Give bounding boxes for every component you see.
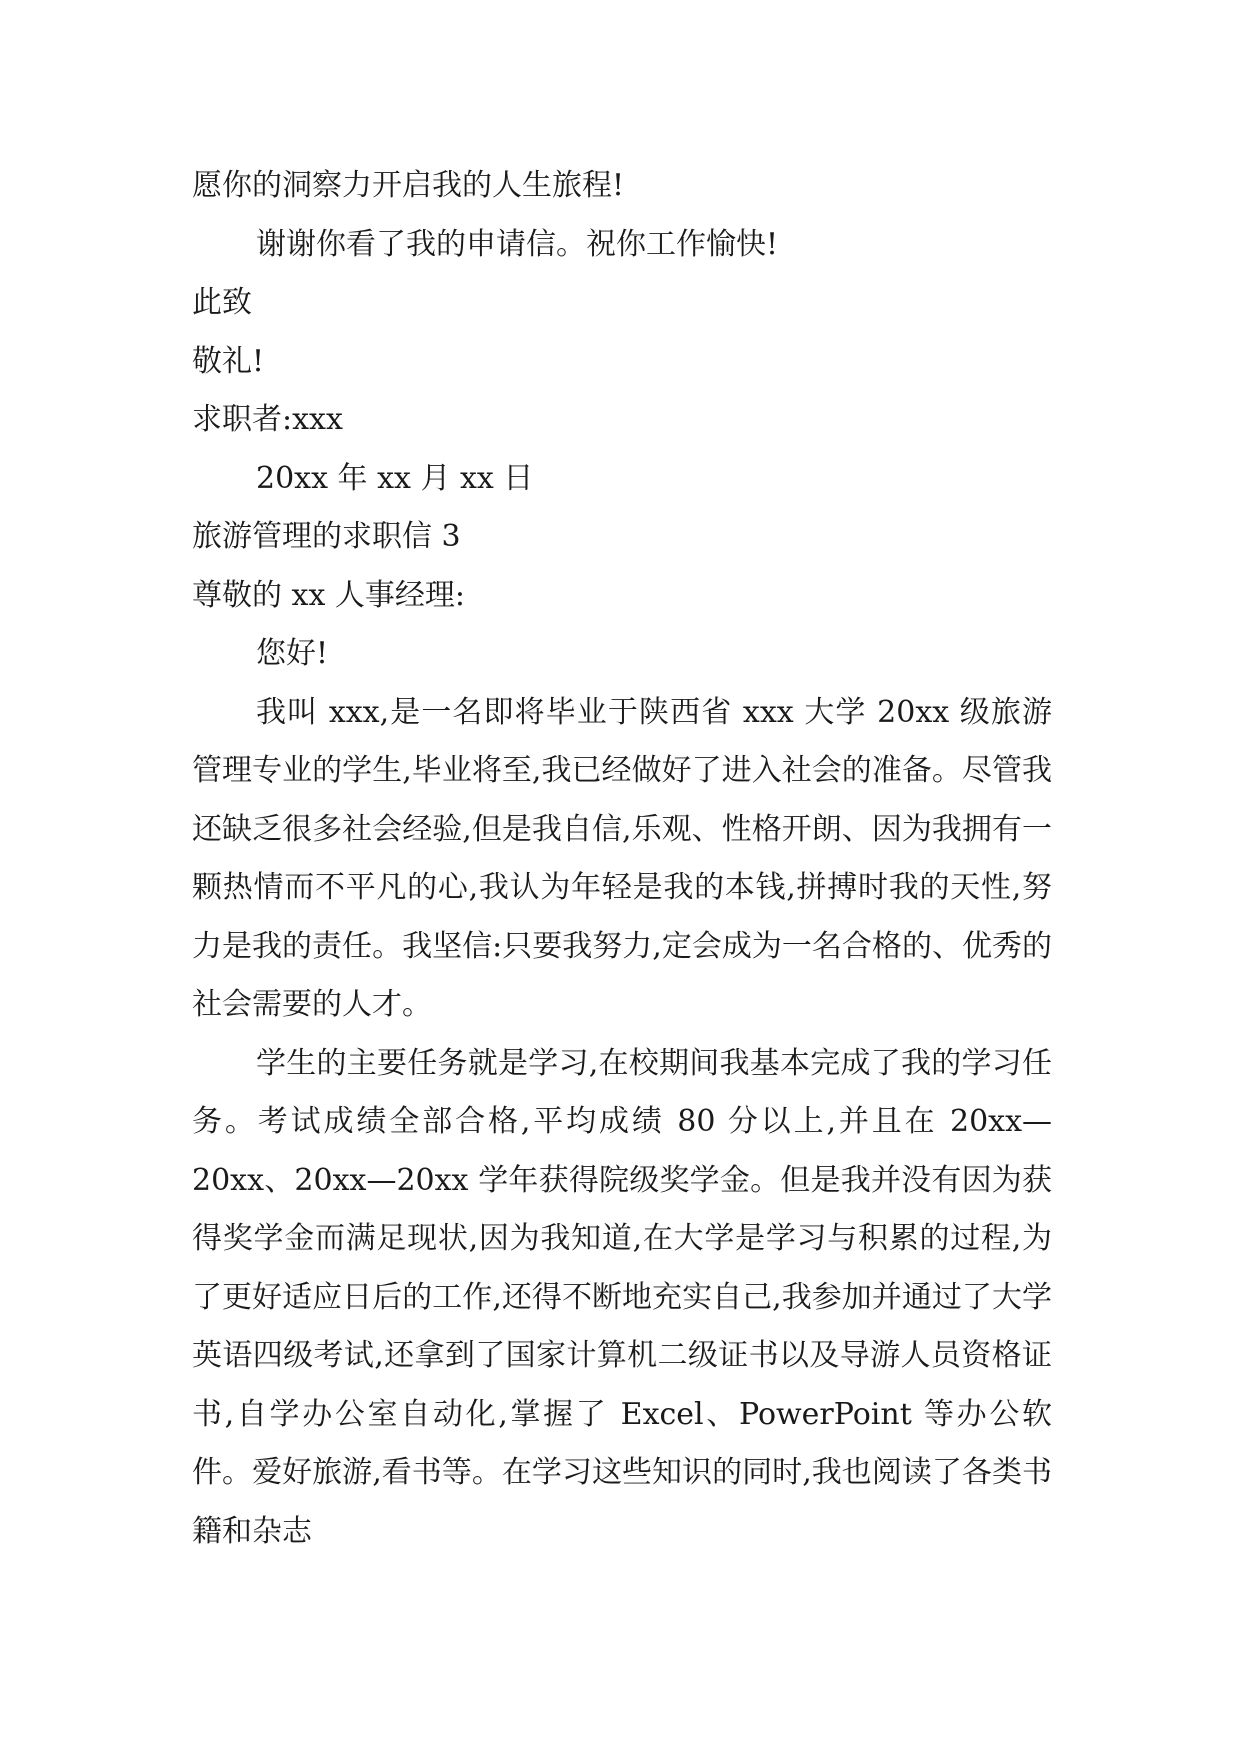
section-heading: 旅游管理的求职信 3 [192,519,461,554]
thanks-line: 谢谢你看了我的申请信。祝你工作愉快! [256,226,779,262]
hello-line: 您好! [256,636,329,671]
recipient-greeting: 尊敬的 xx 人事经理: [192,577,466,613]
salutation-cizhi: 此致 [192,285,252,320]
closing-wish-line: 愿你的洞察力开启我的人生旅程! [192,168,625,203]
letter-date: 20xx 年 xx 月 xx 日 [256,460,534,496]
applicant-signature: 求职者:xxx [192,402,343,437]
salutation-jingli: 敬礼! [192,343,265,379]
intro-paragraph: 我叫 xxx,是一名即将毕业于陕西省 xxx 大学 20xx 级旅游管理专业的学生,毕业将至,我已经做好了进入社会的准备。尽管我还缺乏很多社会经验,但是我自信,乐观、性格开朗、因为我拥有一颗热情而不平凡的心,我认为年轻是我的本钱,拼搏时我的天性,努力是我的责任。我坚信:只要我努力,定会成为一名合格的、优秀的社会需要的人才。 [192,694,1052,1022]
study-paragraph: 学生的主要任务就是学习,在校期间我基本完成了我的学习任务。考试成绩全部合格,平均成绩 80 分以上,并且在 20xx—20xx、20xx—20xx 学年获得院级奖学金。但是我并没有因为获得奖学金而满足现状,因为我知道,在大学是学习与积累的过程,为了更好适应日后的工作,还得不断地充实自己,我参加并通过了大学英语四级考试,还拿到了国家计算机二级证书以及导游人员资格证书,自学办公室自动化,掌握了 Excel、PowerPoint 等办公软件。爱好旅游,看书等。在学习这些知识的同时,我也阅读了各类书籍和杂志 [192,1045,1052,1549]
letter-body [192,157,1052,1561]
